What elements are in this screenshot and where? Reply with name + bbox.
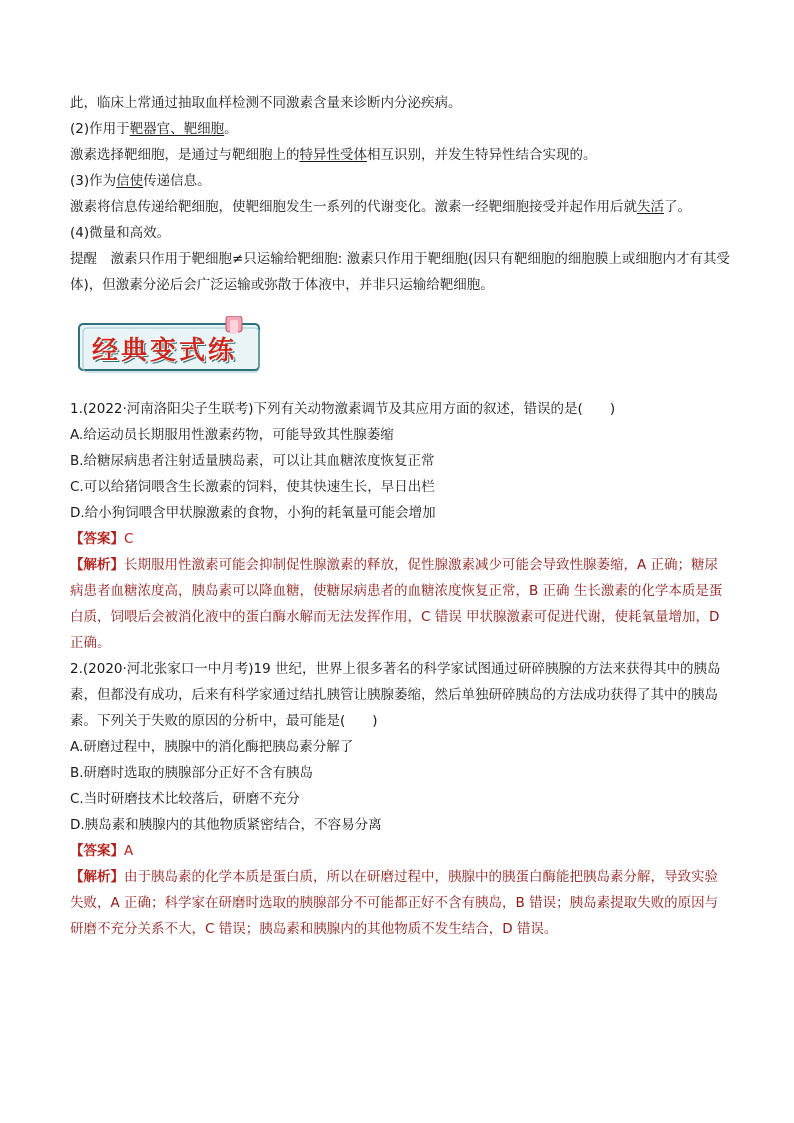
intro-item-4: (4)微量和高效。 [70,225,171,241]
question-2 [70,656,730,942]
question-stem: 1.(2022·河南洛阳尖子生联考)下列有关动物激素调节及其应用方面的叙述，错误的是( ) [70,401,616,417]
analysis-paragraph [70,864,730,942]
question-1 [70,396,730,656]
underlined-term: 靶器官、靶细胞 [129,121,225,137]
document-page [70,90,730,942]
option-c: C.当时研磨技术比较落后，研磨不充分 [70,791,300,807]
tip-paragraph: 提醒 激素只作用于靶细胞≠只运输给靶细胞: 激素只作用于靶细胞(因只有靶细胞的细胞膜上或细胞内才有其受体)，但激素分泌后会广泛运输或弥散于体液中，并非只运输给靶细胞。 [70,251,730,293]
analysis-paragraph [70,552,730,656]
underlined-term: 失活 [637,199,664,215]
option-d: D.给小狗饲喂含甲状腺激素的食物，小狗的耗氧量可能会增加 [70,505,436,521]
section-title: 经典变式练 [92,336,238,366]
underlined-term: 信使 [116,173,144,189]
option-a: A.研磨过程中，胰腺中的消化酶把胰岛素分解了 [70,739,354,755]
answer-label: 【答案】 [70,843,124,859]
analysis-text: 由于胰岛素的化学本质是蛋白质，所以在研磨过程中，胰腺中的胰蛋白酶能把胰岛素分解，导致实验失败，A 正确；科学家在研磨时选取的胰腺部分不可能都正好不含有胰岛，B 错误；胰岛素提取失败的原因与研磨不充分关系不大，C 错误；胰岛素和胰腺内的其他物质不发生结合，D 错误。 [70,869,719,937]
analysis-label: 【解析】 [70,557,124,573]
analysis-text: 长期服用性激素可能会抑制促性腺激素的释放，促性腺激素减少可能会导致性腺萎缩，A 正确；糖尿病患者血糖浓度高，胰岛素可以降血糖，使糖尿病患者的血糖浓度恢复正常，B 正确 生长激素的化学本质是蛋白质，饲喂后会被消化液中的蛋白酶水解而无法发挥作用，C 错误 甲状腺激素可促进代谢，使耗氧量增加，D 正确。 [70,557,723,651]
option-d: D.胰岛素和胰腺内的其他物质紧密结合，不容易分离 [70,817,382,833]
option-c: C.可以给猪饲喂含生长激素的饲料，使其快速生长，早日出栏 [70,479,435,495]
intro-item-2: (2)作用于靶器官、靶细胞。 [70,121,238,137]
intro-item-3: (3)作为信使传递信息。 [70,173,211,189]
answer-value: C [124,531,134,547]
option-b: B.研磨时选取的胰腺部分正好不含有胰岛 [70,765,314,781]
underlined-term: 特异性受体 [299,147,367,163]
option-b: B.给糖尿病患者注射适量胰岛素，可以让其血糖浓度恢复正常 [70,453,435,469]
answer-line [70,838,730,864]
intro-line: 激素选择靶细胞，是通过与靶细胞上的特异性受体相互识别，并发生特异性结合实现的。 [70,147,597,163]
answer-value: A [124,843,134,859]
option-a: A.给运动员长期服用性激素药物，可能导致其性腺萎缩 [70,427,394,443]
analysis-label: 【解析】 [70,869,124,885]
answer-label: 【答案】 [70,531,124,547]
answer-line [70,526,730,552]
intro-line: 此，临床上常通过抽取血样检测不同激素含量来诊断内分泌疾病。 [70,95,462,111]
section-title-banner [76,316,266,374]
question-stem: 2.(2020·河北张家口一中月考)19 世纪，世界上很多著名的科学家试图通过研碎胰腺的方法来获得其中的胰岛素，但都没有成功，后来有科学家通过结扎胰管让胰腺萎缩，然后单独研碎胰岛的方法成功获得了其中的胰岛素。下列关于失败的原因的分析中，最可能是( ) [70,661,721,729]
intro-line: 激素将信息传递给靶细胞，使靶细胞发生一系列的代谢变化。激素一经靶细胞接受并起作用后就失活了。 [70,199,691,215]
